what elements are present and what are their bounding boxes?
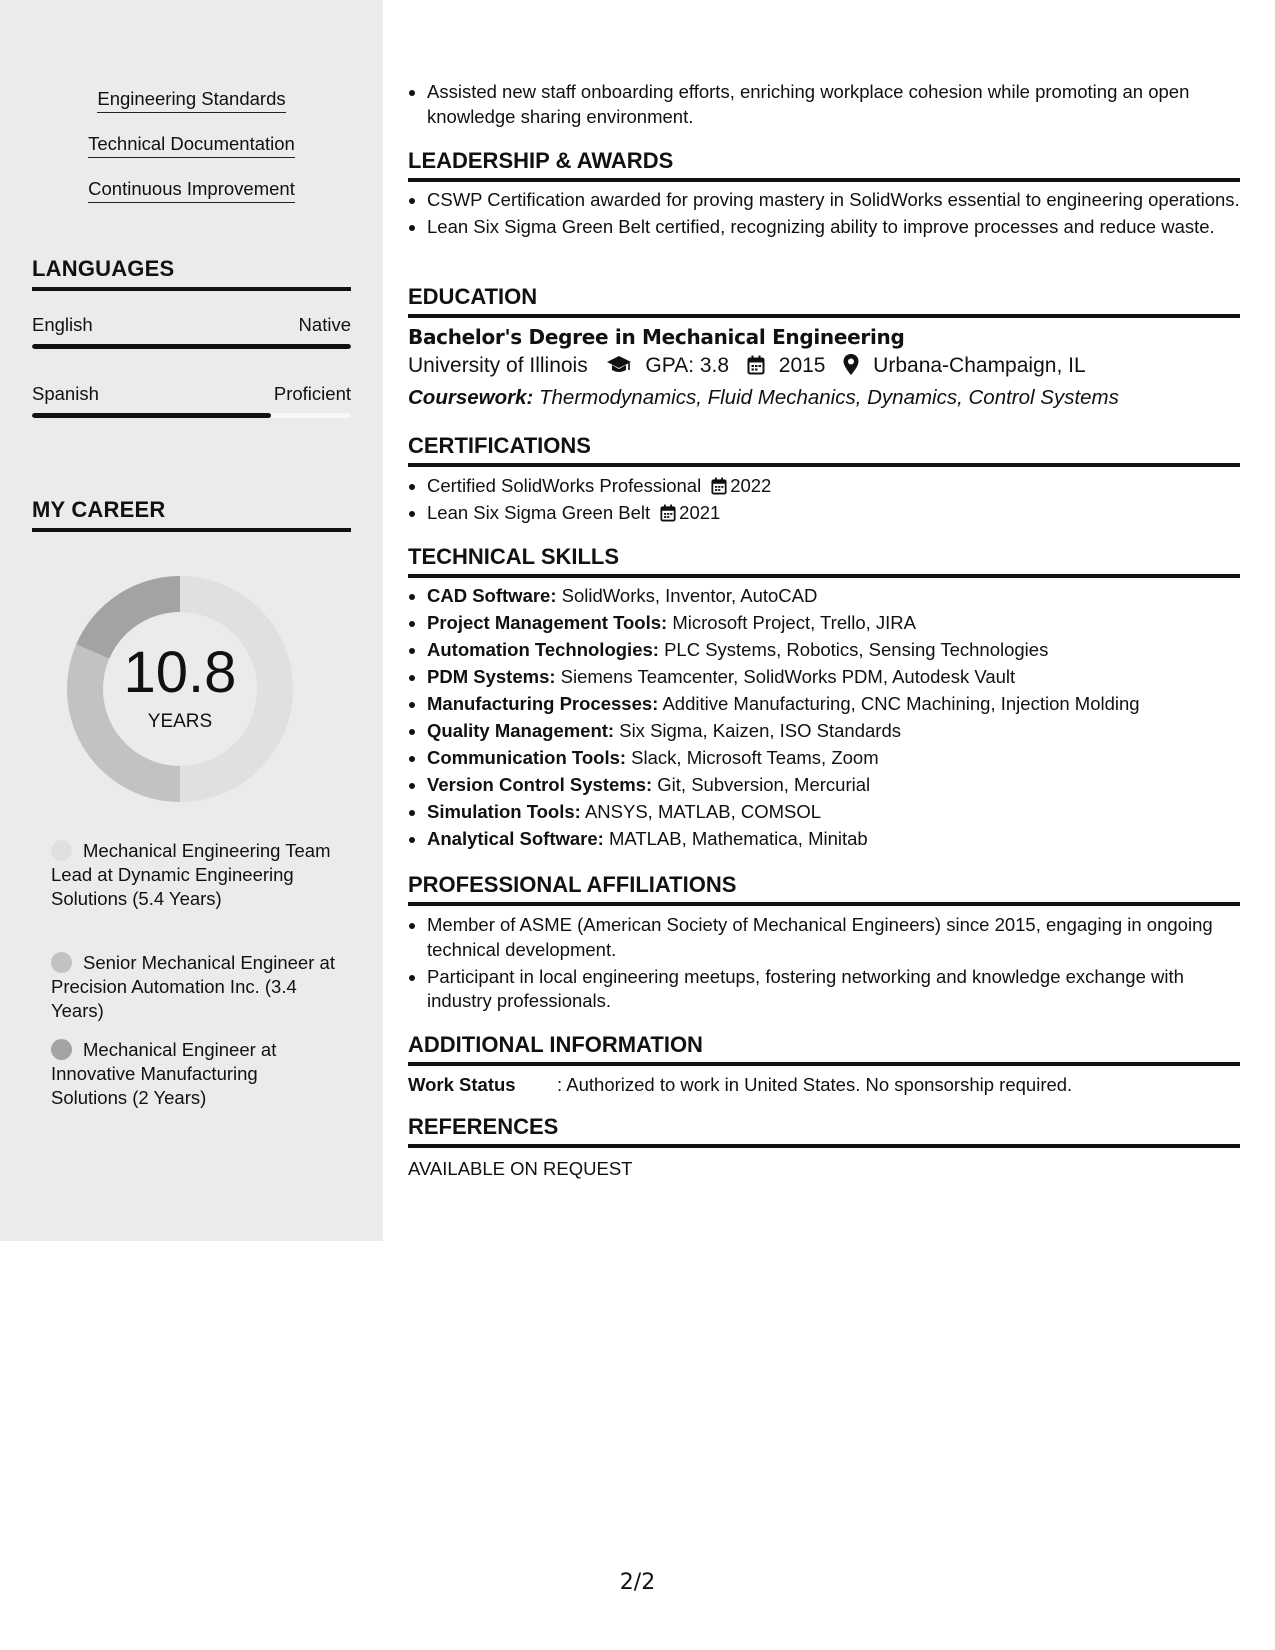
- technical-skills-list: [408, 584, 1240, 854]
- career-legend-dot: [51, 1039, 72, 1060]
- list-item: [427, 501, 1240, 526]
- skill-category: Project Management Tools:: [427, 612, 668, 633]
- career-item-text: Senior Mechanical Engineer at Precision Automation Inc. (3.4 Years): [51, 952, 335, 1021]
- skill-category: PDM Systems:: [427, 666, 556, 687]
- school-location: Urbana-Champaign, IL: [873, 354, 1086, 377]
- skill-link[interactable]: [0, 88, 383, 113]
- certification-year: 2022: [730, 475, 772, 496]
- skill-values: Git, Subversion, Mercurial: [652, 774, 871, 795]
- skill-link[interactable]: [0, 178, 383, 203]
- career-total-unit: YEARS: [147, 711, 213, 732]
- list-item: • CSWP Certification awarded for proving mastery in SolidWorks essential to engineering operations.: [427, 188, 1240, 213]
- calendar-icon: [747, 355, 765, 375]
- list-item: [427, 638, 1240, 663]
- education-meta: [408, 354, 1086, 378]
- list-item: [427, 827, 1240, 852]
- gpa: GPA: 3.8: [645, 354, 730, 377]
- skill-category: Version Control Systems:: [427, 774, 653, 795]
- skill-values: PLC Systems, Robotics, Sensing Technologies: [658, 639, 1049, 660]
- skill-category: Simulation Tools:: [427, 801, 581, 822]
- language-level: Proficient: [273, 383, 351, 404]
- skill-values: Microsoft Project, Trello, JIRA: [667, 612, 916, 633]
- language-name: English: [32, 314, 93, 335]
- education-heading: EDUCATION: [408, 284, 1240, 318]
- skill-values: Siemens Teamcenter, SolidWorks PDM, Autodesk Vault: [555, 666, 1016, 687]
- skill-category: CAD Software:: [427, 585, 557, 606]
- list-item: [427, 719, 1240, 744]
- graduation-cap-icon: [606, 355, 632, 375]
- list-item: [427, 773, 1240, 798]
- skill-category: Analytical Software:: [427, 828, 604, 849]
- skill-category: Automation Technologies:: [427, 639, 659, 660]
- intro-bullet-list: [408, 80, 1240, 132]
- affiliations-list: [408, 913, 1240, 1016]
- career-heading: MY CAREER: [32, 497, 351, 532]
- language-level: Native: [298, 314, 351, 335]
- page-number: 2/2: [619, 1570, 656, 1595]
- list-item: [427, 692, 1240, 717]
- career-item: [51, 839, 336, 911]
- graduation-year: 2015: [778, 354, 826, 377]
- certification-name: Lean Six Sigma Green Belt: [427, 502, 651, 523]
- list-item: • Lean Six Sigma Green Belt certified, recognizing ability to improve processes and reduce waste.: [427, 215, 1240, 240]
- certifications-heading: CERTIFICATIONS: [408, 433, 1240, 467]
- language-name: Spanish: [32, 383, 99, 404]
- coursework: [408, 386, 1119, 410]
- career-item-text: Mechanical Engineering Team Lead at Dynamic Engineering Solutions (5.4 Years): [51, 840, 331, 909]
- language-bar-spanish: [32, 413, 351, 418]
- skill-category: Manufacturing Processes:: [427, 693, 659, 714]
- coursework-list: Thermodynamics, Fluid Mechanics, Dynamics, Control Systems: [533, 386, 1119, 409]
- skill-values: SolidWorks, Inventor, AutoCAD: [556, 585, 818, 606]
- skill-label: Technical Documentation: [88, 133, 295, 158]
- languages-heading: LANGUAGES: [32, 256, 351, 291]
- technical-skills-heading: TECHNICAL SKILLS: [408, 544, 1240, 578]
- career-item: [51, 1038, 336, 1110]
- skill-values: Slack, Microsoft Teams, Zoom: [626, 747, 879, 768]
- leadership-heading: LEADERSHIP & AWARDS: [408, 148, 1240, 182]
- list-item: [427, 665, 1240, 690]
- calendar-icon: [711, 477, 727, 495]
- affiliations-heading: PROFESSIONAL AFFILIATIONS: [408, 872, 1240, 906]
- work-status-value: : Authorized to work in United States. No sponsorship required.: [557, 1074, 1073, 1095]
- career-legend-dot: [51, 952, 72, 973]
- degree-title: Bachelor's Degree in Mechanical Engineering: [408, 325, 905, 349]
- certifications-list: [408, 474, 1240, 528]
- career-total-years: 10.8: [123, 640, 237, 705]
- list-item: [427, 746, 1240, 771]
- work-status-label: Work Status: [408, 1074, 516, 1095]
- skill-label: Engineering Standards: [97, 88, 285, 113]
- skill-link[interactable]: [0, 133, 383, 158]
- skill-values: Six Sigma, Kaizen, ISO Standards: [614, 720, 901, 741]
- list-item: • Member of ASME (American Society of Mechanical Engineers) since 2015, engaging in ongoing technical development.: [427, 913, 1240, 962]
- skill-values: Additive Manufacturing, CNC Machining, Injection Molding: [658, 693, 1140, 714]
- language-bar-fill: [32, 413, 271, 418]
- skill-label: Continuous Improvement: [88, 178, 295, 203]
- list-item: • Participant in local engineering meetups, fostering networking and knowledge exchange with industry professionals.: [427, 965, 1240, 1014]
- location-pin-icon: [843, 354, 859, 375]
- list-item: [427, 611, 1240, 636]
- skill-values: MATLAB, Mathematica, Minitab: [603, 828, 868, 849]
- skill-category: Quality Management:: [427, 720, 615, 741]
- language-bar-fill: [32, 344, 351, 349]
- career-item: [51, 951, 336, 1023]
- leadership-list: [408, 188, 1240, 242]
- skill-values: ANSYS, MATLAB, COMSOL: [580, 801, 822, 822]
- certification-name: Certified SolidWorks Professional: [427, 475, 702, 496]
- coursework-label: Coursework:: [408, 386, 534, 409]
- calendar-icon: [660, 504, 676, 522]
- list-item: [427, 584, 1240, 609]
- school-name: University of Illinois: [408, 354, 588, 377]
- skill-category: Communication Tools:: [427, 747, 627, 768]
- career-legend-dot: [51, 840, 72, 861]
- language-bar-english: [32, 344, 351, 349]
- list-item: [427, 800, 1240, 825]
- certification-year: 2021: [679, 502, 721, 523]
- references-heading: REFERENCES: [408, 1114, 1240, 1148]
- additional-info-heading: ADDITIONAL INFORMATION: [408, 1032, 1240, 1066]
- career-item-text: Mechanical Engineer at Innovative Manufacturing Solutions (2 Years): [51, 1039, 277, 1108]
- list-item: • Assisted new staff onboarding efforts, enriching workplace cohesion while promoting an open knowledge sharing environment.: [427, 80, 1240, 129]
- list-item: [427, 474, 1240, 499]
- references-text: AVAILABLE ON REQUEST: [408, 1158, 633, 1179]
